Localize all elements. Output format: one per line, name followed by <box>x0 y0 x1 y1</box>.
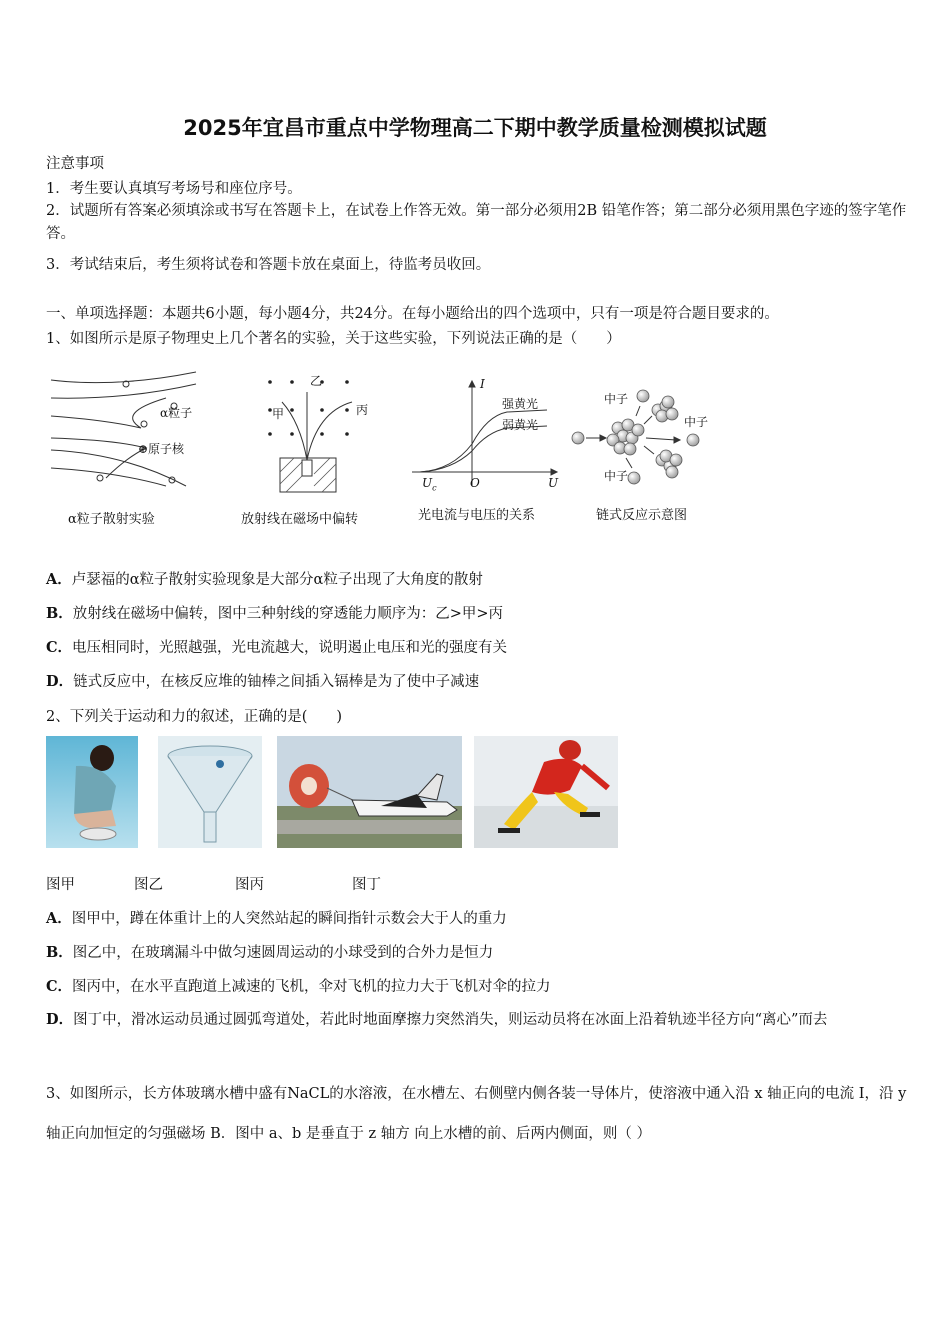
ray-bing-label: 丙 <box>356 403 369 417</box>
caption-bing: 图丙 <box>235 877 264 893</box>
photo-bing-shuttle-parachute <box>277 736 462 848</box>
origin-label: O <box>470 476 480 490</box>
alpha-scattering-caption: α粒子散射实验 <box>68 512 155 527</box>
neutron-label-top: 中子 <box>604 392 629 406</box>
q2-option-d: D．图丁中，滑冰运动员通过圆弧弯道处，若此时地面摩擦力突然消失，则运动员将在冰面上沿着轨迹半径方向“离心”而去 <box>46 1011 828 1028</box>
nucleus-label: ⊕原子核 <box>138 442 185 456</box>
alpha-label: α粒子 <box>160 406 193 420</box>
page-title: 2025年宜昌市重点中学物理高二下期中教学质量检测模拟试题 <box>183 116 767 140</box>
q1-stem: 1、如图所示是原子物理史上几个著名的实验，关于这些实验，下列说法正确的是（ ） <box>46 331 621 347</box>
caption-ding: 图丁 <box>352 877 381 893</box>
q2-option-b: B．图乙中，在玻璃漏斗中做匀速圆周运动的小球受到的合外力是恒力 <box>46 944 494 961</box>
weak-light-label: 弱黄光 <box>502 418 539 432</box>
neutron-label-bottom: 中子 <box>604 469 629 483</box>
section-heading: 一、单项选择题：本题共6小题，每小题4分，共24分。在每小题给出的四个选项中，只有一项是符合题目要求的。 <box>46 306 779 322</box>
photo-yi-glass-funnel <box>158 736 262 848</box>
q3-stem: 3、如图所示，长方体玻璃水槽中盛有NaCL的水溶液，在水槽左、右侧壁内侧各装一导体片，使溶液中通入沿 x 轴正向的电流 I，沿 y 轴正向加恒定的匀强磁场 B．图中 a、b 是垂直于 z 轴方 向上水槽的前、后两内侧面，则（ ） <box>46 1086 907 1142</box>
caption-jia: 图甲 <box>46 877 75 893</box>
photo-ding-speed-skater <box>474 736 618 848</box>
q1-option-d: D．链式反应中，在核反应堆的铀棒之间插入镉棒是为了使中子减速 <box>46 673 480 690</box>
q1-option-a: A．卢瑟福的α粒子散射实验现象是大部分α粒子出现了大角度的散射 <box>46 571 483 588</box>
photocurrent-figure <box>412 376 562 491</box>
ray-yi-label: 乙 <box>310 374 323 388</box>
radiation-deflection-figure <box>262 372 372 497</box>
notice-item-2: 2．试题所有答案必须填涂或书写在答题卡上，在试卷上作答无效。第一部分必须用2B 铅笔作答；第二部分必须用黑色字迹的签字笔作答。 <box>46 203 907 242</box>
q2-option-a: A．图甲中，蹲在体重计上的人突然站起的瞬间指针示数会大于人的重力 <box>46 910 507 927</box>
q1-option-b: B．放射线在磁场中偏转，图中三种射线的穿透能力顺序为：乙>甲>丙 <box>46 605 504 622</box>
notice-heading: 注意事项 <box>46 156 104 172</box>
alpha-scattering-figure <box>46 368 206 498</box>
axis-u-label: U <box>548 476 559 490</box>
neutron-label-right: 中子 <box>684 415 709 429</box>
q2-option-c: C．图丙中，在水平直跑道上减速的飞机，伞对飞机的拉力大于飞机对伞的拉力 <box>46 978 551 995</box>
q2-stem: 2、下列关于运动和力的叙述，正确的是( ) <box>46 709 343 725</box>
ray-jia-label: 甲 <box>272 407 285 421</box>
caption-yi: 图乙 <box>134 877 163 893</box>
photocurrent-caption: 光电流与电压的关系 <box>418 508 536 523</box>
strong-light-label: 强黄光 <box>502 397 539 411</box>
chain-reaction-caption: 链式反应示意图 <box>596 508 688 523</box>
notice-item-1: 1．考生要认真填写考场号和座位序号。 <box>46 181 302 197</box>
radiation-caption: 放射线在磁场中偏转 <box>241 512 359 527</box>
notice-item-3: 3．考试结束后，考生须将试卷和答题卡放在桌面上，待监考员收回。 <box>46 257 491 273</box>
uc-label: $U_c$ <box>422 476 437 493</box>
photo-jia-squatting-person <box>46 736 138 848</box>
q1-option-c: C．电压相同时，光照越强，光电流越大，说明遏止电压和光的强度有关 <box>46 639 508 656</box>
axis-i-label: I <box>480 377 485 391</box>
chain-reaction-figure <box>568 380 708 485</box>
